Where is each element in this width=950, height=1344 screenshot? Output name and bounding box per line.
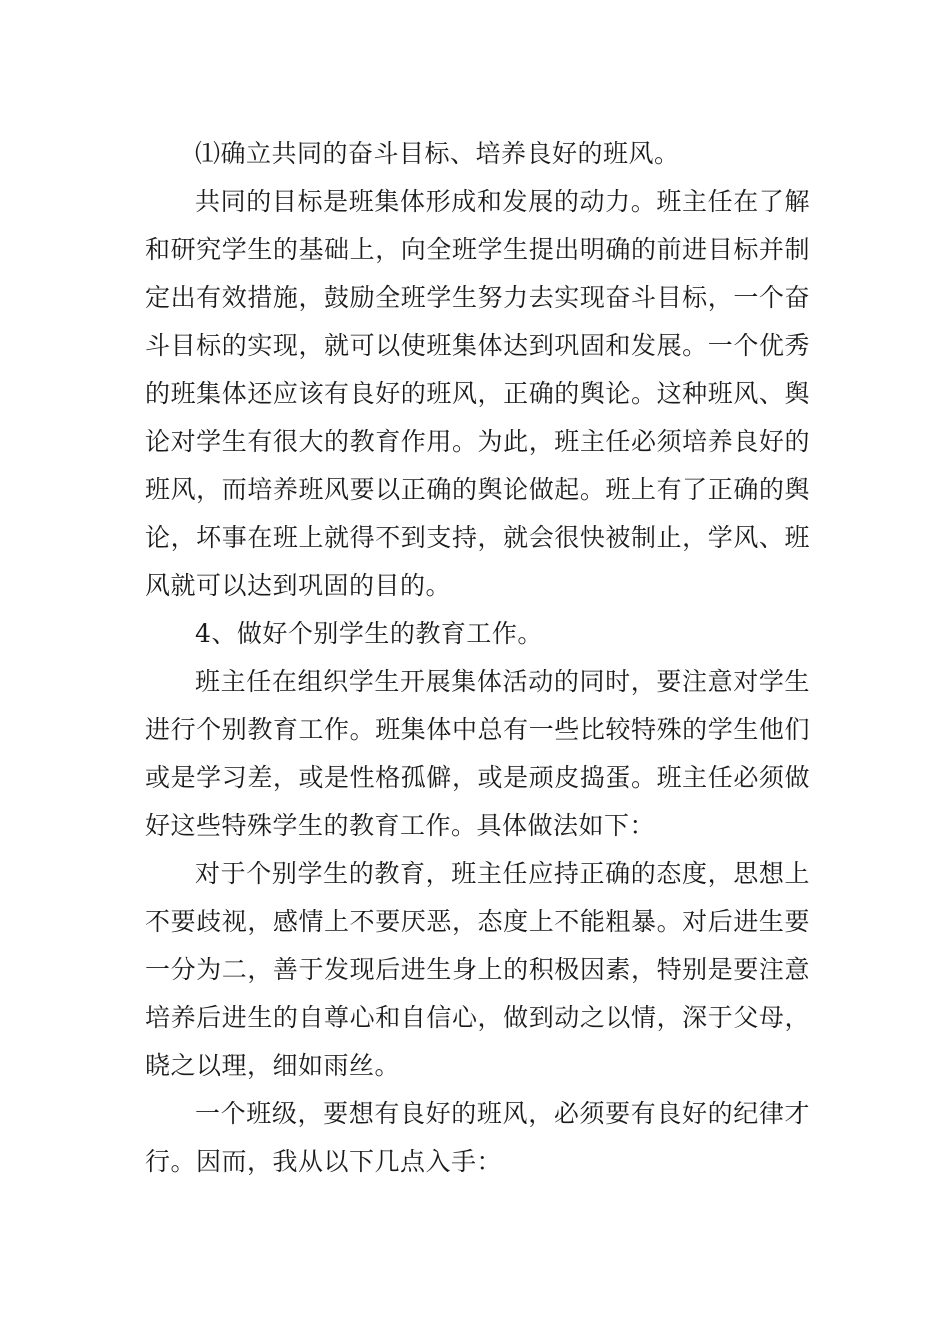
- paragraph-individual-education: 班主任在组织学生开展集体活动的同时，要注意对学生进行个别教育工作。班集体中总有一些比较特殊的学生他们或是学习差，或是性格孤僻，或是顽皮捣蛋。班主任必须做好这些特殊学生的教育工作。具体做法如下：: [145, 667, 810, 840]
- paragraph-heading-1: ⑴确立共同的奋斗目标、培养良好的班风。: [195, 139, 680, 168]
- document-body: [145, 130, 810, 1186]
- paragraph-heading-4: 4、做好个别学生的教育工作。: [195, 619, 543, 648]
- paragraph-attitude: 对于个别学生的教育，班主任应持正确的态度，思想上不要歧视，感情上不要厌恶，态度上不能粗暴。对后进生要一分为二，善于发现后进生身上的积极因素，特别是要注意培养后进生的自尊心和自信心，做到动之以情，深于父母，晓之以理，细如雨丝。: [145, 859, 810, 1080]
- paragraph-goals-class-spirit: 共同的目标是班集体形成和发展的动力。班主任在了解和研究学生的基础上，向全班学生提出明确的前进目标并制定出有效措施，鼓励全班学生努力去实现奋斗目标，一个奋斗目标的实现，就可以使班集体达到巩固和发展。一个优秀的班集体还应该有良好的班风，正确的舆论。这种班风、舆论对学生有很大的教育作用。为此，班主任必须培养良好的班风，而培养班风要以正确的舆论做起。班上有了正确的舆论，坏事在班上就得不到支持，就会很快被制止，学风、班风就可以达到巩固的目的。: [145, 187, 810, 600]
- paragraph-discipline: 一个班级，要想有良好的班风，必须要有良好的纪律才行。因而，我从以下几点入手：: [145, 1099, 810, 1176]
